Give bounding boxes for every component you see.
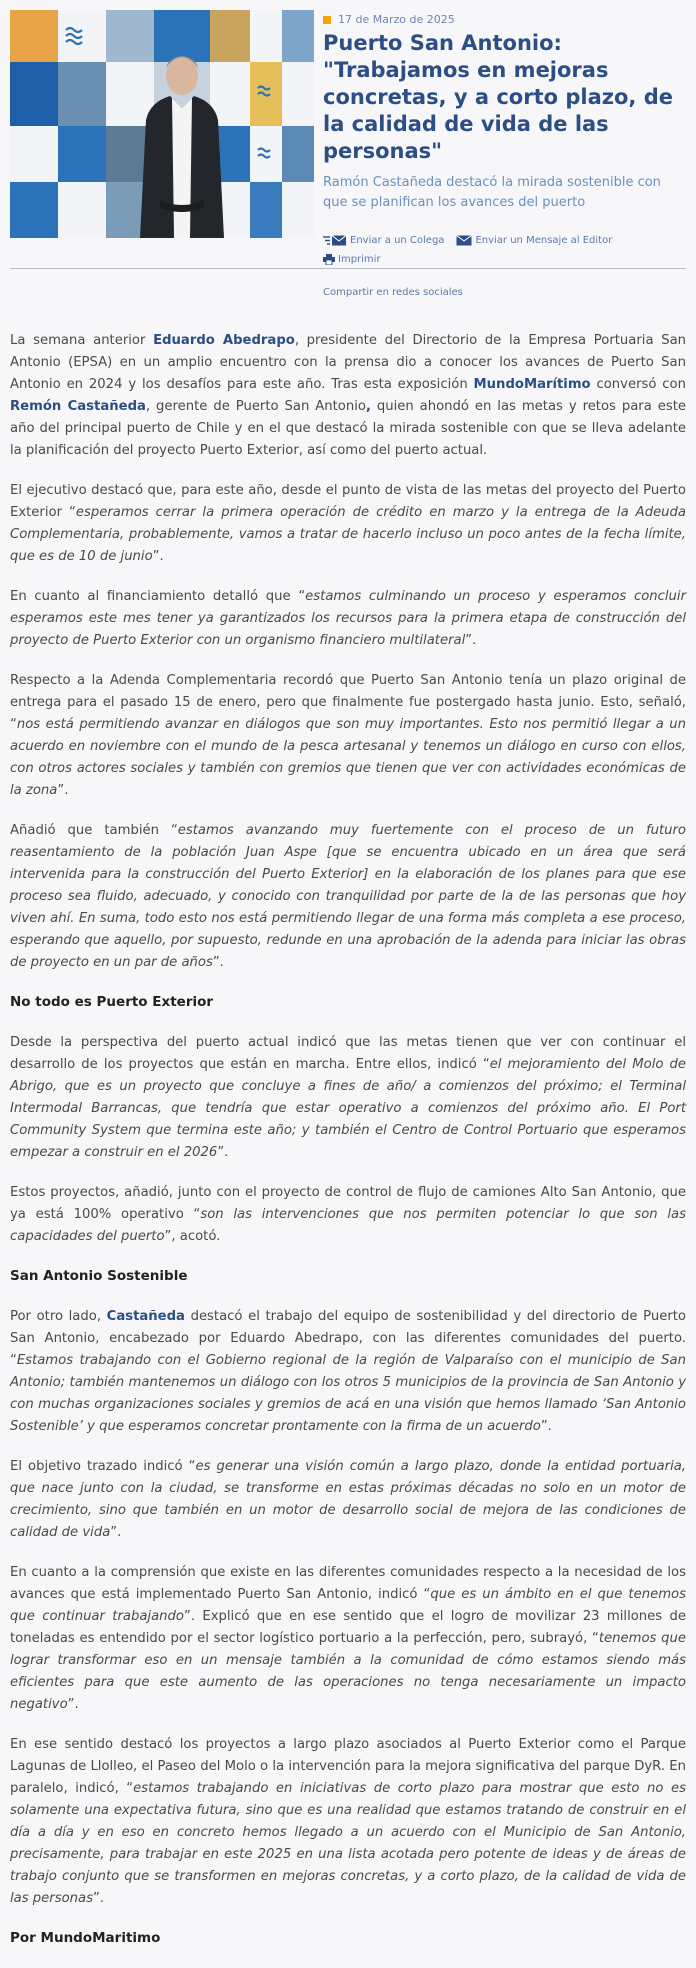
article-title: Puerto San Antonio: "Trabajamos en mejoras concretas, y a corto plazo, de la calidad de vida de las personas" [323, 31, 673, 163]
printer-icon [323, 254, 335, 265]
paragraph-5: Añadió que también “estamos avanzando muy fuertemente con el proceso de un futuro reasentamiento de la población Juan Aspe [que se encuentra ubicado en un área que será intervenida para la construcción del Puerto Exterior] en la elaboración de los planes para que ese proceso sea fluido, adecuado, y conocido con tranquilidad por parte de la de las personas que hoy viven ahí. En suma, todo esto nos está permitiendo llegar de una forma más completa a ese proceso, esperando que aquello, por supuesto, redunde en una aprobación de la adenda para iniciar las obras de proyecto en un par de años”. [10, 823, 686, 970]
photo-illustration [10, 10, 314, 238]
person-name: Remón Castañeda [10, 399, 146, 414]
send-colleague-icon [323, 235, 347, 246]
paragraph-7: Estos proyectos, añadió, junto con el proyecto de control de flujo de camiones Alto San Antonio, que ya está 100% operativo “son las intervenciones que nos permiten potenciar lo que son las capacidades del puerto”, acotó. [10, 1185, 686, 1244]
print-label: Imprimir [338, 254, 381, 265]
article-lead: Ramón Castañeda destacó la mirada sostenible con que se planifican los avances del puerto [323, 175, 661, 210]
header-divider [10, 268, 686, 269]
paragraph-3: En cuanto al financiamiento detalló que “estamos culminando un proceso y esperamos concluir esperamos este mes tener ya garantizados los recursos para la primera etapa de construcción del proyecto de Puerto Exterior con un organismo financiero multilateral”. [10, 589, 686, 648]
envelope-icon [456, 235, 472, 246]
article-meta [323, 10, 683, 298]
paragraph-9: El objetivo trazado indicó “es generar una visión común a largo plazo, donde la entidad portuaria, que nace junto con la ciudad, se transforme en estas próximas décadas no solo en un motor de crecimiento, sino que también en un motor de desarrollo social de mejora de las condiciones de calidad de vida”. [10, 1459, 687, 1540]
article-header [10, 10, 686, 298]
publication-name: MundoMarítimo [473, 377, 591, 392]
article-byline: Por MundoMaritimo [10, 1930, 161, 1946]
person-name: Eduardo Abedrapo [153, 333, 295, 348]
article-photo [10, 10, 314, 238]
send-editor-link[interactable] [456, 235, 612, 246]
date-marker-icon [323, 16, 331, 24]
date-text: 17 de Marzo de 2025 [338, 13, 455, 26]
paragraph-8: Por otro lado, Castañeda destacó el trabajo del equipo de sostenibilidad y del directorio de Puerto San Antonio, encabezado por Eduardo Abedrapo, con las diferentes comunidades del puerto. “Estamos trabajando con el Gobierno regional de la región de Valparaíso con el municipio de San Antonio; también mantenemos un diálogo con los otros 5 municipios de la provincia de San Antonio y con muchas organizaciones sociales y gremios de acá en una visión que hemos llamado ‘San Antonio Sostenible’ y que esperamos concretar prontamente con la firma de un acuerdo”. [10, 1309, 686, 1434]
send-editor-label: Enviar un Mensaje al Editor [475, 235, 613, 246]
section-heading: San Antonio Sostenible [10, 1268, 188, 1284]
section-heading: No todo es Puerto Exterior [10, 994, 214, 1010]
paragraph-10: En cuanto a la comprensión que existe en las diferentes comunidades respecto a la necesidad de los avances que está implementado Puerto San Antonio, indicó “que es un ámbito en el que tenemos que continuar trabajando”. Explicó que en ese sentido que el logro de movilizar 23 millones de toneladas es entendido por el sector logístico portuario a la perfección, pero, subrayó, “tenemos que lograr transformar eso en un mensaje también a la comunidad de cómo estamos siendo más eficientes para que este aumento de las operaciones no tenga necesariamente un impacto negativo”. [10, 1565, 686, 1712]
send-colleague-link[interactable] [323, 235, 444, 246]
send-colleague-label: Enviar a un Colega [350, 235, 445, 246]
paragraph-11: En ese sentido destacó los proyectos a largo plazo asociados al Puerto Exterior como el Parque Lagunas de Llolleo, el Paseo del Molo o la intervención para la mejora significativa del parque DyR. En paralelo, indicó, “estamos trabajando en iniciativas de corto plazo para mostrar que esto no es solamente una expectativa futura, sino que es una realidad que estamos tratando de construir en el día a día y en eso en concreto hemos llegado a un acuerdo con el Municipio de San Antonio, precisamente, para trabajar en este 2025 en una lista acotada pero potente de ideas y de áreas de trabajo conjunto que se transformen en mejoras concretas, y a corto plazo, de la calidad de vida de las personas”. [10, 1737, 686, 1906]
paragraph-1: La semana anterior Eduardo Abedrapo, presidente del Directorio de la Empresa Portuaria San Antonio (EPSA) en un amplio encuentro con la prensa dio a conocer los avances de Puerto San Antonio en 2024 y los desafíos para este año. Tras esta exposición MundoMarítimo conversó con Remón Castañeda, gerente de Puerto San Antonio, quien ahondó en las metas y retos para este año del principal puerto de Chile y en el que destacó la mirada sostenible con que se lleva adelante la planificación del proyecto Puerto Exterior, así como del puerto actual. [10, 333, 687, 458]
print-link[interactable] [323, 254, 381, 265]
article-actions [323, 235, 683, 265]
paragraph-4: Respecto a la Adenda Complementaria recordó que Puerto San Antonio tenía un plazo original de entrega para el pasado 15 de enero, pero que finalmente fue postergado hasta junio. Esto, señaló, “nos está permitiendo avanzar en diálogos que son muy importantes. Esto nos permitió llegar a un acuerdo en noviembre con el mundo de la pesca artesanal y tenemos un diálogo en curso con ellos, con otros actores sociales y también con gremios que tienen que ver con actividades económicas de la zona”. [10, 673, 686, 798]
paragraph-6: Desde la perspectiva del puerto actual indicó que las metas tienen que ver con continuar el desarrollo de los proyectos que están en marcha. Entre ellos, indicó “el mejoramiento del Molo de Abrigo, que es un proyecto que concluye a fines de año/ a comienzos del próximo; el Terminal Intermodal Barrancas, que tendría que estar operativo a comienzos del próximo año. El Port Community System que termina este año; y también el Centro de Control Portuario que esperamos empezar a construir en el 2026”. [10, 1035, 686, 1160]
article-body [10, 330, 686, 1968]
paragraph-2: El ejecutivo destacó que, para este año, desde el punto de vista de las metas del proyecto del Puerto Exterior “esperamos cerrar la primera operación de crédito en marzo y la entrega de la Adeuda Complementaria, probablemente, vamos a tratar de hacerlo incluso un poco antes de la fecha límite, que es de 10 de junio”. [10, 483, 686, 564]
share-social-link[interactable]: Compartir en redes sociales [323, 287, 463, 298]
person-name: Castañeda [106, 1309, 185, 1324]
article-date [323, 13, 683, 26]
